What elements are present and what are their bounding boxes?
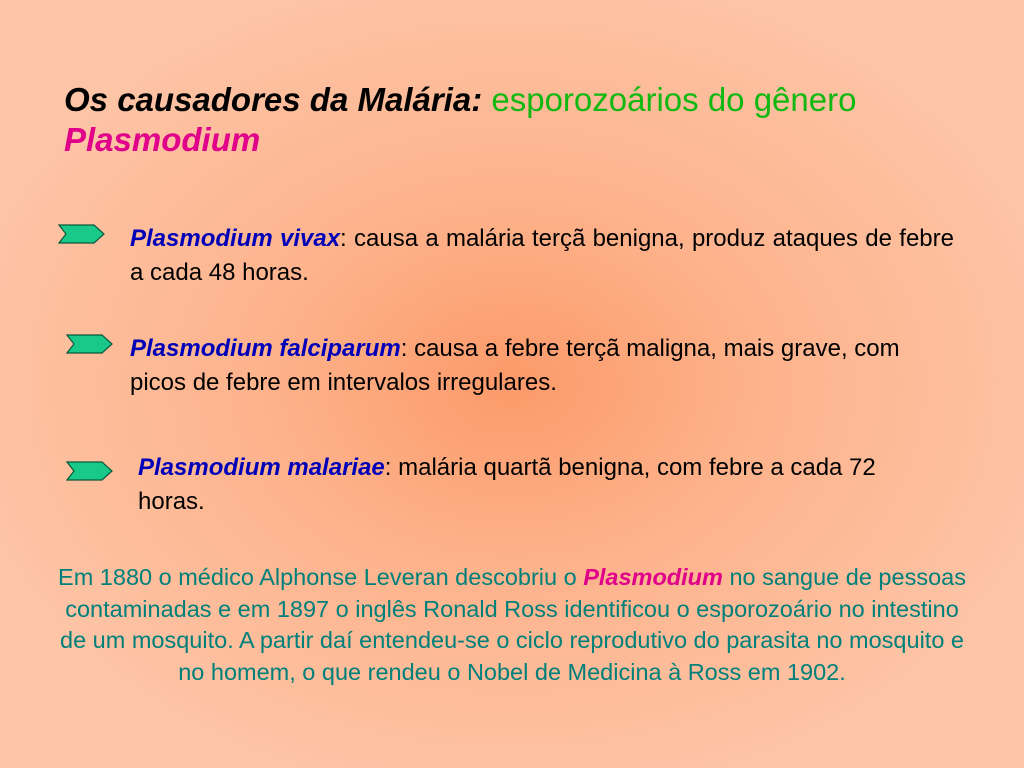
species-name: Plasmodium falciparum [130,335,401,362]
title-main: Os causadores da Malária: [64,81,483,118]
list-item-vivax [130,222,954,290]
footer-text-start: Em 1880 o médico Alphonse Leveran descobriu o [58,564,584,590]
title-genus: Plasmodium [64,121,261,158]
list-item-falciparum [130,332,930,400]
history-paragraph [52,562,972,688]
arrow-bullet-icon [58,224,106,244]
species-name: Plasmodium vivax [130,225,341,252]
species-description: : causa a febre terçã maligna, mais grave, com picos de febre em intervalos irregulares. [130,335,900,396]
species-description: : malária quartã benigna, com febre a cada 72 horas. [138,454,876,515]
species-description: : causa a malária terçã benigna, produz ataques de febre a cada 48 horas. [130,225,954,286]
footer-genus: Plasmodium [583,564,723,590]
slide-title [64,80,944,160]
title-green-text: esporozoários do gênero [482,81,857,118]
arrow-bullet-icon [66,334,114,354]
arrow-bullet-icon [66,461,114,481]
species-name: Plasmodium malariae [138,454,385,481]
list-item-malariae [138,451,938,519]
footer-text-end: no sangue de pessoas contaminadas e em 1897 o inglês Ronald Ross identificou o esporozoário no intestino de um mosquito. A partir daí entendeu-se o ciclo reprodutivo do parasita no mosquito e no homem, o que rendeu o Nobel de Medicina à Ross em 1902. [60,564,966,685]
